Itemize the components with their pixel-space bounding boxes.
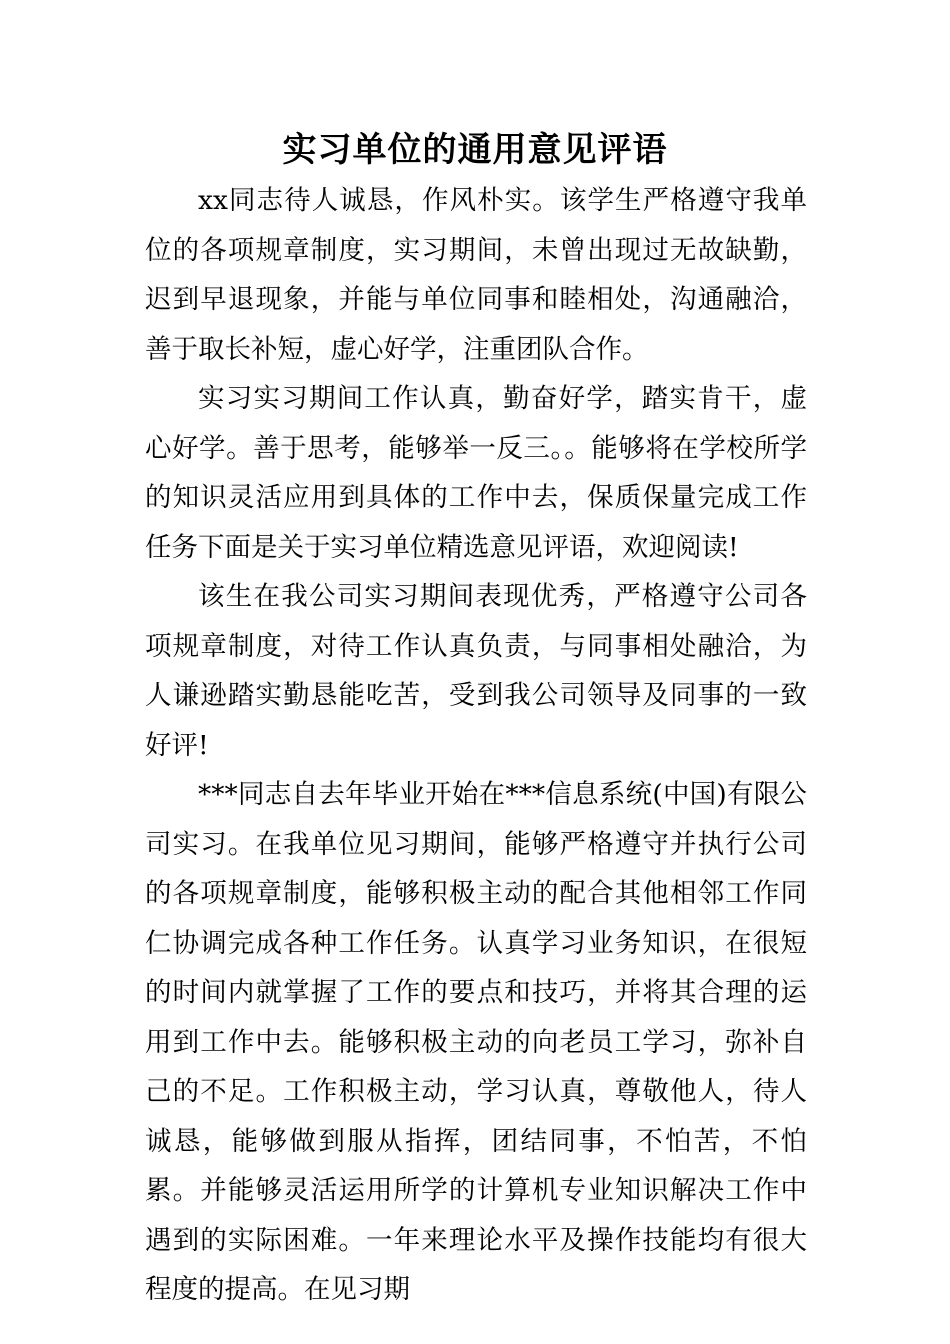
- paragraph-1: xx同志待人诚恳，作风朴实。该学生严格遵守我单位的各项规章制度，实习期间，未曾出现过无故缺勤，迟到早退现象，并能与单位同事和睦相处，沟通融洽，善于取长补短，虚心好学，注重团队合作。: [145, 185, 807, 365]
- paragraph-3: 该生在我公司实习期间表现优秀，严格遵守公司各项规章制度，对待工作认真负责，与同事相处融洽，为人谦逊踏实勤恳能吃苦，受到我公司领导及同事的一致好评!: [145, 581, 807, 761]
- document-title: 实习单位的通用意见评语: [282, 130, 668, 170]
- paragraph-2: 实习实习期间工作认真，勤奋好学，踏实肯干，虚心好学。善于思考，能够举一反三。。能够将在学校所学的知识灵活应用到具体的工作中去，保质保量完成工作任务下面是关于实习单位精选意见评语，欢迎阅读!: [145, 383, 807, 563]
- document-body: [145, 176, 807, 1315]
- paragraph-4: ***同志自去年毕业开始在***信息系统(中国)有限公司实习。在我单位见习期间，能够严格遵守并执行公司的各项规章制度，能够积极主动的配合其他相邻工作同仁协调完成各种工作任务。认真学习业务知识，在很短的时间内就掌握了工作的要点和技巧，并将其合理的运用到工作中去。能够积极主动的向老员工学习，弥补自己的不足。工作积极主动，学习认真，尊敬他人，待人诚恳，能够做到服从指挥，团结同事，不怕苦，不怕累。并能够灵活运用所学的计算机专业知识解决工作中遇到的实际困难。一年来理论水平及操作技能均有很大程度的提高。在见习期: [145, 779, 807, 1305]
